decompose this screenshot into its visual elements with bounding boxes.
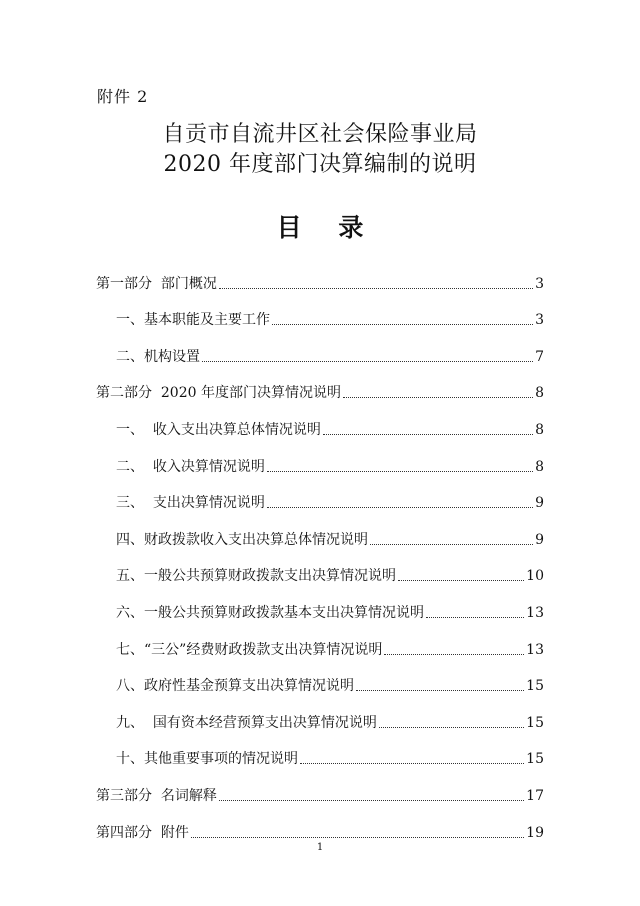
toc-dot-leader bbox=[300, 763, 524, 764]
toc-entry-page: 13 bbox=[526, 641, 544, 658]
toc-entry[interactable] bbox=[96, 584, 544, 621]
toc-entry-page: 15 bbox=[526, 751, 544, 768]
toc-entry-page: 8 bbox=[535, 385, 544, 402]
toc-entry-label: 二、 收入决算情况说明 bbox=[116, 458, 265, 475]
toc-entry[interactable] bbox=[96, 401, 544, 438]
toc-entry-label: 十、其他重要事项的情况说明 bbox=[116, 751, 298, 768]
toc-entry-label: 第一部分 部门概况 bbox=[96, 275, 217, 292]
toc-dot-leader bbox=[191, 837, 524, 838]
toc-entry[interactable] bbox=[96, 365, 544, 402]
table-of-contents bbox=[96, 255, 544, 841]
toc-dot-leader bbox=[398, 580, 524, 581]
toc-dot-leader bbox=[356, 690, 524, 691]
toc-entry[interactable] bbox=[96, 694, 544, 731]
toc-dot-leader bbox=[267, 471, 533, 472]
toc-entry-page: 13 bbox=[526, 604, 544, 621]
toc-dot-leader bbox=[384, 654, 524, 655]
attachment-label: 附件 2 bbox=[97, 87, 149, 106]
toc-entry-page: 3 bbox=[535, 275, 544, 292]
toc-dot-leader bbox=[370, 544, 533, 545]
toc-dot-leader bbox=[267, 507, 533, 508]
toc-entry-page: 17 bbox=[526, 787, 544, 804]
toc-entry[interactable] bbox=[96, 292, 544, 329]
toc-entry-page: 8 bbox=[535, 458, 544, 475]
toc-entry-page: 15 bbox=[526, 678, 544, 695]
toc-entry-label: 一、基本职能及主要工作 bbox=[116, 312, 270, 329]
toc-entry-label: 六、一般公共预算财政拨款基本支出决算情况说明 bbox=[116, 604, 424, 621]
toc-dot-leader bbox=[202, 361, 533, 362]
toc-entry-label: 一、 收入支出决算总体情况说明 bbox=[116, 421, 321, 438]
toc-entry-page: 3 bbox=[535, 312, 544, 329]
toc-dot-leader bbox=[343, 397, 533, 398]
page-number: 1 bbox=[316, 842, 324, 853]
toc-entry[interactable] bbox=[96, 767, 544, 804]
toc-dot-leader bbox=[219, 800, 524, 801]
toc-entry-label: 八、政府性基金预算支出决算情况说明 bbox=[116, 678, 354, 695]
toc-entry-label: 第二部分 2020 年度部门决算情况说明 bbox=[96, 385, 341, 402]
toc-entry-page: 19 bbox=[526, 824, 544, 841]
toc-heading: 目 录 bbox=[276, 213, 378, 242]
toc-entry[interactable] bbox=[96, 255, 544, 292]
toc-entry-label: 四、财政拨款收入支出决算总体情况说明 bbox=[116, 531, 368, 548]
toc-dot-leader bbox=[219, 288, 533, 289]
toc-dot-leader bbox=[323, 434, 533, 435]
document-title-line1: 自贡市自流井区社会保险事业局 bbox=[162, 122, 478, 147]
toc-entry-page: 9 bbox=[535, 495, 544, 512]
toc-entry-page: 10 bbox=[526, 568, 544, 585]
toc-dot-leader bbox=[426, 617, 524, 618]
toc-entry[interactable] bbox=[96, 438, 544, 475]
toc-dot-leader bbox=[272, 324, 533, 325]
toc-entry[interactable] bbox=[96, 621, 544, 658]
toc-entry-label: 三、 支出决算情况说明 bbox=[116, 495, 265, 512]
toc-entry-label: 九、 国有资本经营预算支出决算情况说明 bbox=[116, 714, 377, 731]
document-title-line2: 2020 年度部门决算编制的说明 bbox=[163, 152, 477, 177]
toc-entry[interactable] bbox=[96, 475, 544, 512]
toc-entry-page: 8 bbox=[535, 421, 544, 438]
toc-entry-label: 二、机构设置 bbox=[116, 348, 200, 365]
toc-entry-page: 15 bbox=[526, 714, 544, 731]
toc-entry[interactable] bbox=[96, 658, 544, 695]
toc-entry-label: 第四部分 附件 bbox=[96, 824, 189, 841]
toc-dot-leader bbox=[379, 727, 524, 728]
toc-entry[interactable] bbox=[96, 731, 544, 768]
toc-entry-page: 9 bbox=[535, 531, 544, 548]
toc-entry[interactable] bbox=[96, 511, 544, 548]
toc-entry-label: 五、一般公共预算财政拨款支出决算情况说明 bbox=[116, 568, 396, 585]
toc-entry-label: 七、“三公”经费财政拨款支出决算情况说明 bbox=[116, 641, 383, 658]
toc-entry-page: 7 bbox=[535, 348, 544, 365]
toc-entry[interactable] bbox=[96, 804, 544, 841]
toc-entry-label: 第三部分 名词解释 bbox=[96, 787, 217, 804]
toc-entry[interactable] bbox=[96, 328, 544, 365]
toc-entry[interactable] bbox=[96, 548, 544, 585]
